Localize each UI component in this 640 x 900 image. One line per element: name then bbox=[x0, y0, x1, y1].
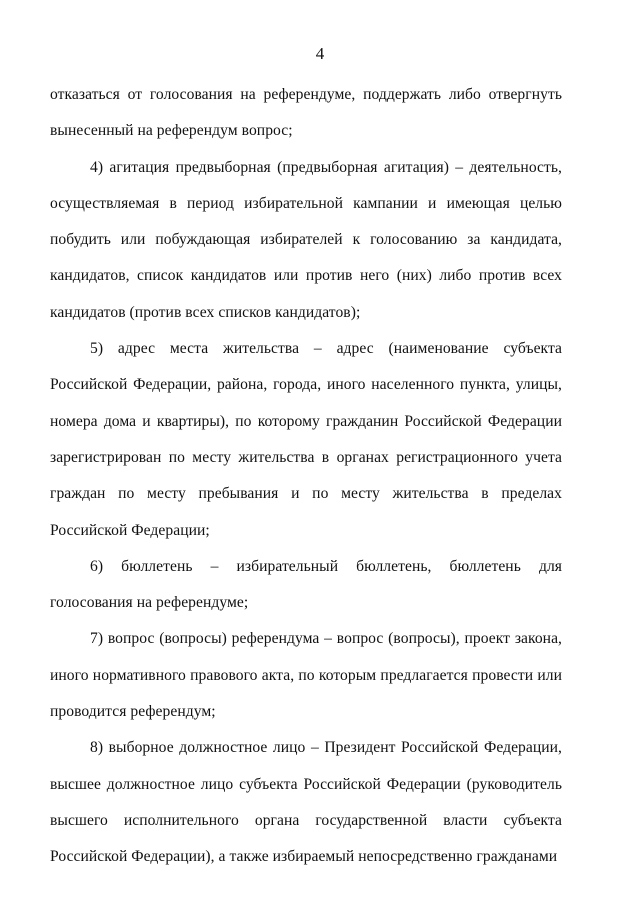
paragraph-item-7-referendum-question: 7) вопрос (вопросы) референдума – вопрос (вопросы), проект закона, иного нормативного правового акта, по которым предлагается провести или проводится референдум; bbox=[50, 630, 562, 721]
page-number: 4 bbox=[315, 44, 325, 63]
paragraph-item-4-agitation: 4) агитация предвыборная (предвыборная агитация) – деятельность, осуществляемая в период избирательной кампании и имеющая целью побудить или побуждающая избирателей к голосованию за кандидата, кандидатов, список кандидатов или против него (них) либо против всех кандидатов (против всех списков кандидатов); bbox=[50, 158, 562, 321]
document-body bbox=[50, 77, 562, 876]
paragraph-item-8-elected-official: 8) выборное должностное лицо – Президент Российской Федерации, высшее должностное лицо субъекта Российской Федерации (руководитель высшего исполнительного органа государственной власти субъекта Российской Федерации), а также избираемый непосредственно гражданами bbox=[50, 739, 562, 866]
paragraph-item-5-residence-address: 5) адрес места жительства – адрес (наименование субъекта Российской Федерации, района, города, иного населенного пункта, улицы, номера дома и квартиры), по которому гражданин Российской Федерации зарегистрирован по месту жительства в органах регистрационного учета граждан по месту пребывания и по месту жительства в пределах Российской Федерации; bbox=[50, 340, 562, 539]
paragraph-continuation: отказаться от голосования на референдуме, поддержать либо отвергнуть вынесенный на референдум вопрос; bbox=[50, 86, 562, 140]
paragraph-item-6-ballot: 6) бюллетень – избирательный бюллетень, бюллетень для голосования на референдуме; bbox=[50, 557, 562, 612]
